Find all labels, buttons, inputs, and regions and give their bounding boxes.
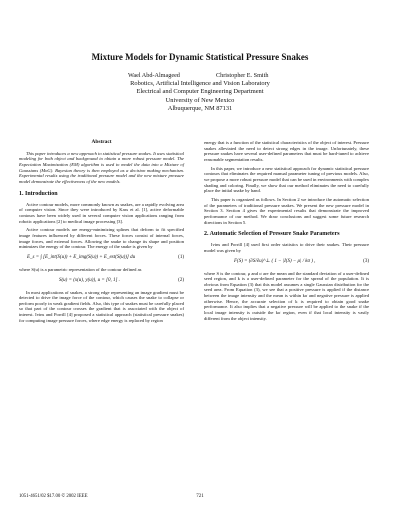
intro-paragraph-2: Active contour models are energy-minimizing splines that deform to fit specified image features influenced by different forces. These forces consist of internal forces, image forces, and external forces. Allowing the snake to change its shape and position minimizes the energy of the contour. The energy of the snake is given by: [19, 227, 184, 250]
intro-paragraph-1: Active contour models, more commonly known as snakes, are a rapidly evolving area of computer vision. Since they were introduced by Kass et al. [1], active deformable contours have been widely used in several computer vision applications ranging from robotic applications [2] to medical image processing [3].: [19, 201, 184, 224]
affiliation-city: Albuquerque, NM 87131: [167, 104, 233, 112]
equation-1-number: (1): [178, 254, 184, 260]
section-1-heading: 1. Introduction: [19, 190, 58, 197]
equation-1: [19, 253, 184, 264]
affiliation-block: [0, 80, 400, 113]
author-2: Christopher E. Smith: [216, 72, 269, 79]
affiliation-dept: Electrical and Computer Engineering Department: [136, 88, 264, 96]
abstract-text: This paper introduces a new approach to statistical pressure snakes. It uses statistical modeling for both object and background to obtain a more robust pressure model. The Expectation Maximization (EM) algorithm is used to model the data into a Mixture of Gaussians (MoG). Bayesian theory is then employed as a decision making mechanism. Experimental results using the traditional pressure model and the new mixture pressure model demonstrate the effectiveness of the new models.: [19, 150, 184, 184]
equation-3-number: (3): [363, 258, 369, 264]
section-2-heading: 2. Automatic Selection of Pressure Snake Parameters: [204, 231, 340, 238]
right-paragraph-2: In this paper, we introduce a new statistical approach for dynamic statistical pressure contours that eliminates the required manual parameter tuning of previous models. Also, we propose a more robust pressure model that can be used in environments with complex shading and coloring. Finally, we show that our method eliminates the need to carefully place the initial snake by hand.: [204, 165, 369, 194]
equation-3: [204, 257, 369, 268]
right-column: [204, 140, 369, 324]
copyright-footer: 1051-4651/02 $17.00 © 2002 IEEE: [19, 494, 88, 499]
right-paragraph-3: This paper is organized as follows. In Section 2 we introduce the automatic selection of the parameters of traditional pressure snakes. We present the new pressure model in Section 3. Section 4 gives the experimental results that demonstrate the improved performance of our method. We draw conclusions and suggest some future research directions in Section 5.: [204, 196, 369, 225]
author-1: Wael Abd-Almageed: [128, 72, 180, 79]
paper-title: Mixture Models for Dynamic Statistical Pressure Snakes: [91, 52, 309, 62]
left-column: [19, 140, 184, 326]
equation-2-body: S(u) = (x(u), y(u)), u = [0, 1] .: [59, 277, 120, 283]
affiliation-university: University of New Mexico: [165, 96, 235, 104]
section-2-paragraph-1: Ivins and Porrill [4] used first order statistics to drive their snakes. Their pressure model was given by: [204, 242, 369, 253]
equation-3-body: F(S) = (∂S/∂u)^⊥ ( 1 − |I(S) − μ| / kσ ) ,: [234, 258, 316, 264]
intro-paragraph-3: In most applications of snakes, a strong edge representing an image gradient must be detected to drive the image force of the contour, which causes the snake to collapse or perform poorly in weak gradient fields. Also, this type of snakes must be carefully placed so that part of the contour crosses the gradient that is associated with the object of interest. Ivins and Porrill [4] proposed a statistical approach (statistical pressure snakes) for computing image pressure forces, where edge energy is replaced by region: [19, 289, 184, 323]
section-2-paragraph-2: where S is the contour, μ and σ are the mean and the standard deviation of a user-defined seed region, and k is a user-defined parameter for the spread of the population. It is obvious from Equation (3) that this model assumes a single Gaussian distribution for the seed area. From Equation (3), we see that a positive pressure is applied if the distance between the image intensity and the mean is within kσ and negative pressure is applied otherwise. Hence, the accurate selection of k is required to obtain good snake performance. It also implies that a negative pressure will be applied to the snake if the local image intensity is outside the kσ region, even if that local intensity is vastly different from the object intensity.: [204, 270, 369, 321]
page-number: 721: [196, 494, 204, 499]
where-text: where S(u) is a parametric representation of the contour defined as: [19, 266, 142, 272]
affiliation-lab: Robotics, Artificial Intelligence and Vision Laboratory: [130, 80, 270, 87]
equation-2: [19, 276, 184, 287]
abstract-heading: Abstract: [91, 139, 112, 145]
equation-1-body: E_s = ∫ [E_int(S(u)) + E_img(S(u)) + E_ext(S(u))] du: [27, 254, 136, 260]
right-paragraph-1: energy that is a function of the statistical characteristics of the object of interest. Pressure snakes alleviated the need to detect strong edges in the image. Unfortunately, these pressure snakes have several user-defined parameters that must be hard-tuned to achieve reasonable segmentation results.: [204, 140, 369, 162]
equation-2-number: (2): [178, 277, 184, 283]
